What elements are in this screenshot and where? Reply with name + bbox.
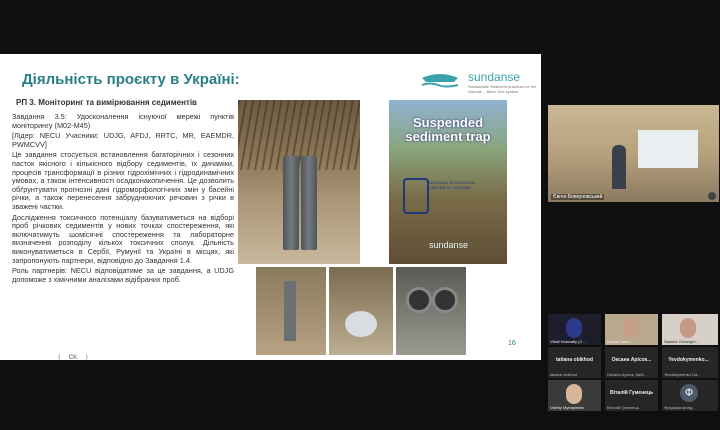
participant-tile[interactable] — [605, 347, 658, 378]
logo-mark-icon — [420, 70, 460, 90]
shared-presentation-slide — [0, 54, 541, 360]
participant-name: Nataliia Gizbetgel... — [664, 339, 699, 344]
participant-name: Vitalii Holovatiy (С... — [550, 339, 586, 344]
speaker-name: Євген Бовкуновський — [553, 194, 603, 200]
slide-body — [12, 113, 234, 286]
poster-institution: NATIONAL ECOLOGICAL CENTRE OF UKRAINE — [429, 180, 476, 190]
poster-brand: sundanse — [429, 240, 469, 250]
participant-video — [566, 318, 582, 338]
field-photo-2 — [329, 267, 393, 355]
logo-tagline: Sustainable Sediment practices for the Danube – Black Sea system — [468, 84, 537, 94]
sediment-trap-photo — [238, 100, 360, 264]
participant-tile[interactable] — [662, 380, 718, 411]
participant-tile[interactable] — [605, 380, 658, 411]
logo-brand: sundanse — [468, 70, 521, 84]
participant-name: tatiana obikhod — [550, 372, 578, 377]
participant-tile[interactable] — [605, 314, 658, 345]
field-photo-1 — [256, 267, 326, 355]
suspended-sediment-trap-poster — [389, 100, 507, 264]
participant-tile[interactable] — [548, 347, 601, 378]
participant-video — [680, 318, 696, 338]
cc-button[interactable]: CK — [68, 355, 78, 360]
description-paragraph: Це завдання стосується встановлення багаторічних і сезонних пасток якісного і кількісного відбору седиментів, їх динаміки, процесів трансформації в різних гідрохімічних і гідродинамічних умовах, а також інтенсивності осадконакопичення. Це дозволить обґрунтувати прогнозні дані гідроморфологічних змін у басейні річки, а також перенесення забруднюючих речовин з річки в зважені частки. — [12, 150, 234, 211]
leader-line: [Лідер: NECU Учасники: UDJG, AFDJ, RRTC, MR, EAEMDR, PWMCVV] — [12, 131, 234, 149]
task-line: Завдання 3.5: Удосконалення існуючої мережі пунктів моніторингу (М02-М45) — [12, 112, 234, 130]
active-speaker-video[interactable] — [548, 105, 719, 202]
mic-icon — [708, 192, 716, 200]
research-paragraph: Дослідження токсичного потенціалу базуватиметься на відборі проб річкових седиментів у нових точках спостереження, які включатимуть шомісячні спостереження та лабораторне визначення розподілу кількох токсичних сполук. Дільність виконуватиметься в Сербії, Румунії та Україні в місцях, які запропонують партнери, відповідно до Завдання 1.4. — [12, 212, 234, 265]
page-number: 16 — [508, 340, 516, 347]
participant-name: Оксана Арісок, Київ... — [607, 372, 647, 377]
speaker-figure — [612, 145, 626, 189]
participant-tile[interactable] — [662, 347, 718, 378]
slide-title: Діяльність проєкту в Україні: — [22, 71, 240, 88]
sundanse-logo — [420, 66, 538, 96]
avatar: Ф — [680, 384, 698, 402]
prev-icon[interactable]: ⟨ — [58, 355, 61, 360]
participant-tile[interactable] — [662, 314, 718, 345]
participant-video — [566, 384, 582, 404]
participant-name: Марія Павел... — [607, 339, 634, 344]
participant-name: Yevdokymenko Da... — [664, 372, 701, 377]
participant-display-name: Віталій Гуменець — [609, 390, 654, 396]
participant-name: Віталій Гуменець — [607, 405, 639, 410]
participant-name: Valeriy Myhaylenko — [550, 405, 585, 410]
emblem-icon — [403, 178, 429, 214]
participant-name: Фундація фонд... — [664, 405, 696, 410]
participant-display-name: Оксана Арісок... — [611, 357, 652, 363]
partners-paragraph: Роль партнерів: NECU відповідатиме за це завдання, а UDJG допоможе з хімічними аналізами відібраних проб. — [12, 266, 234, 284]
participant-display-name: Yevdokymenko... — [668, 357, 709, 363]
slide-subheading: РП 3. Моніторинг та вимірювання седиментів — [16, 98, 197, 107]
participant-video — [623, 318, 639, 338]
participant-display-name: tatiana obikhod — [556, 357, 593, 363]
next-icon[interactable]: ⟩ — [85, 355, 88, 360]
field-photo-3 — [396, 267, 466, 355]
slide-controls — [58, 346, 98, 358]
participant-tile[interactable] — [548, 380, 601, 411]
participant-tile[interactable] — [548, 314, 601, 345]
projection-screen — [638, 130, 698, 168]
poster-title: Suspended sediment trap — [405, 115, 491, 144]
